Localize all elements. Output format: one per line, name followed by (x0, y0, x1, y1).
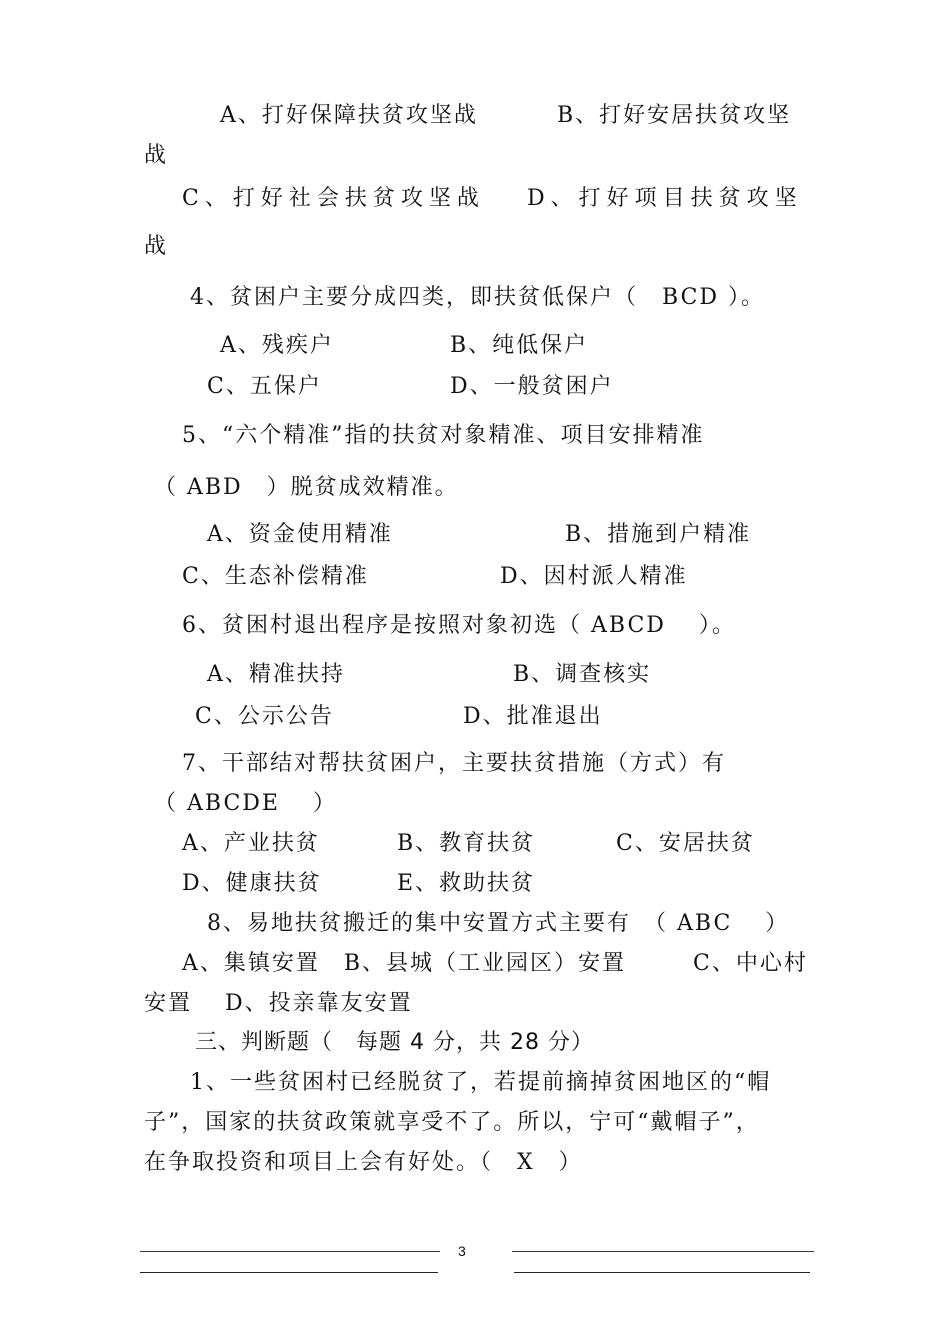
q4-option-b: B、纯低保户 (450, 333, 589, 358)
q7-option-c: C、安居扶贫 (616, 831, 755, 856)
q5-option-a: A、资金使用精准 (207, 522, 393, 547)
q3-option-b: B、打好安居扶贫攻坚 (557, 103, 792, 128)
footer-rule-right-top (512, 1251, 814, 1252)
footer-rule-left-top (140, 1251, 440, 1252)
q3-option-b-wrap: 战 (144, 143, 169, 168)
q8-options-ab: A、集镇安置 B、县城（工业园区）安置 (182, 951, 627, 976)
footer-rule-right-bottom (514, 1272, 810, 1273)
q3-option-d: D、打好项目扶贫攻坚 (527, 186, 803, 211)
tf-question-1-line-3: 在争取投资和项目上会有好处。（ X ） (144, 1150, 583, 1175)
q5-option-b: B、措施到户精准 (565, 522, 752, 547)
q7-option-d: D、健康扶贫 (182, 871, 322, 896)
page-number: 3 (458, 1243, 466, 1259)
q5-option-c: C、生态补偿精准 (182, 564, 369, 589)
q8-option-c-wrap-and-d: 安置 D、投亲靠友安置 (144, 991, 413, 1016)
q8-option-c: C、中心村 (693, 951, 808, 976)
q3-option-d-wrap: 战 (144, 234, 169, 259)
question-8: 8、易地扶贫搬迁的集中安置方式主要有 （ ABC ） (207, 911, 790, 936)
q4-option-d: D、一般贫困户 (450, 374, 614, 399)
tf-question-1: 1、一些贫困村已经脱贫了，若提前摘掉贫困地区的“帽 (190, 1070, 772, 1095)
tf-question-1-line-2: 子”，国家的扶贫政策就享受不了。所以，宁可“戴帽子”， (144, 1110, 760, 1135)
question-6: 6、贫困村退出程序是按照对象初选（ ABCD ）。 (182, 613, 736, 638)
q4-option-a: A、残疾户 (220, 333, 334, 358)
q4-option-c: C、五保户 (207, 374, 322, 399)
question-7-wrap: （ ABCDE ） (154, 791, 337, 816)
footer-rule-left-bottom (140, 1272, 438, 1273)
q6-option-b: B、调查核实 (513, 662, 652, 687)
q7-option-b: B、教育扶贫 (397, 831, 536, 856)
q6-option-d: D、批准退出 (463, 704, 603, 729)
q7-option-a: A、产业扶贫 (182, 831, 320, 856)
q3-option-a: A、打好保障扶贫攻坚战 (220, 103, 478, 128)
q3-option-c: C、打好社会扶贫攻坚战 (182, 186, 485, 211)
question-5-wrap: （ ABD ）脱贫成效精准。 (154, 475, 459, 500)
question-7: 7、干部结对帮扶贫困户，主要扶贫措施（方式）有 (182, 751, 726, 776)
section-3-heading: 三、判断题（ 每题 4 分，共 28 分） (195, 1030, 594, 1055)
q6-option-a: A、精准扶持 (207, 662, 345, 687)
q6-option-c: C、公示公告 (195, 704, 334, 729)
q5-option-d: D、因村派人精准 (500, 564, 688, 589)
question-5: 5、“六个精准”指的扶贫对象精准、项目安排精准 (182, 423, 705, 448)
question-4: 4、贫困户主要分成四类，即扶贫低保户（ BCD ）。 (190, 285, 766, 310)
q7-option-e: E、救助扶贫 (397, 871, 536, 896)
